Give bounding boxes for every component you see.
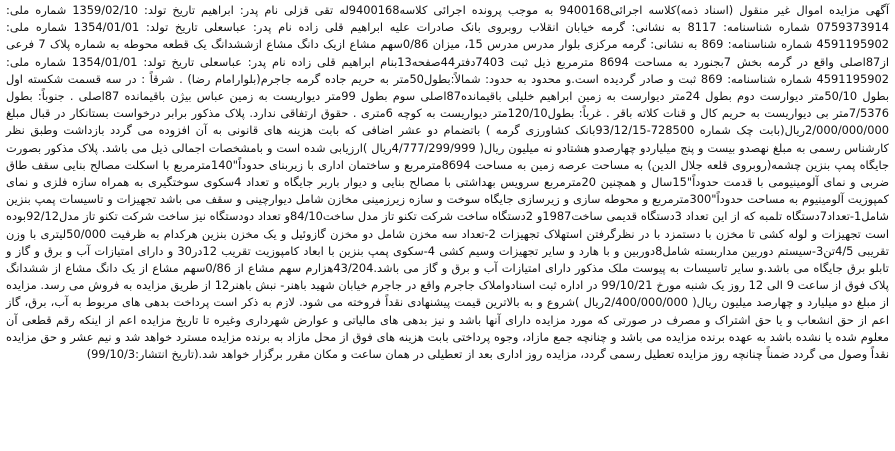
notice-text: آگهی مزایده اموال غیر منقول (اسناد ذمه)کلاسه اجرائی9400168 به موجب پرونده اجرائی کلاسه9400168له تقی قزلی نام پدر: ابراهیم تاریخ تولد: 1359/02/10 شماره ملی: 0759373914 شماره شناسنامه: 8117 به نشانی: گرمه خیابان انقلاب روبروی بانک صادرات علیه ابراهیم قلی زاده نام پدر: عباسعلی تاریخ تولد: 1354/01/01 شماره ملی: 4591195902 شماره شناسنامه: 869 به نشانی: گرمه مرکزی بلوار مدرس مدرس 15، میزان 0/86سهم مشاع ازیک دانگ مشاع ازششدانگ یک قطعه محوطه به شماره پلاک 7 فرعی از87اصلی واقع در گرمه بخش 7بجنورد به مساحت 8694 مترمربع ذیل ثبت 7403دفتر44صفحه13بنام ابراهیم قلی زاده نام پدر: عباسعلی تاریخ تولد: 1354/01/01 شماره ملی: 4591195902 شماره شناسنامه: 869 ثبت و صادر گردیده است.و محدود به حدود: شمالاً:بطول50متر به حریم جاده گرمه جاجرم(بلوارامام رضا) . شرقاً : در سه قسمت شکسته اول بطول 50/10متر دیوارست دوم بطول 24متر دیوارست به زمین ابراهیم خلیلی باقیمانده87اصلی سوم بطول 99متر دیواریست به زمین عباس بیژن باقیمانده 87اصلی . جنوباً: بطول 7/5376متر بی دیواریست به حریم کال و قنات کلاته باقر . غرباً: بطول120/10متر دیواریست به کوچه 6متری . حقوق ارتفاقی ندارد. پلاک مذکور برابر درخواست بستانکار در قبال مبلغ 2/000/000/000ریال(بابت چک شماره 728500-93/12/15بانک کشاورزی گرمه ) باتضمام دو عشر اضافی که بابت هزینه های قانونی به آن افزوده می گردد بازداشت وطبق نظر کارشناس رسمی به مبلغ نهصدو بیست و پنج میلیاردو چهارصدو هشتادو نه میلیون ریال( 4/777/299/999ریال )ارزیابی شده است و بامشخصات اجمالی ذیل می باشد. پلاک مذکور بصورت جایگاه پمپ بنزین چشمه(روبروی قلعه جلال الدین) به مساحت عرصه زمین به مساحت 8694مترمربع و ساختمان اداری با زیربنای حدوداً"140مترمربع با اسکلت مصالح بنایی سقف طاق ضربی و نمای آلومینیومی با قدمت حدوداً"15سال و همچنین 20مترمربع سرویس بهداشتی با مصالح بنایی و دیوار باربر جایگاه و تعداد 4سکوی سوختگیری به همراه سازه فلزی و نمای کمپوزیت آلومینیوم به مساحت حدوداً"300مترمربع و محوطه سازی و زیرسازی جایگاه سوخت و سازه زیرزمینی مخازن شامل دیوارچینی و سقف می باشد تجهیزات و تاسیسات پمپ بنزین شامل1-تعداد7دستگاه تلمبه که از این تعداد 3دستگاه قدیمی ساخت1987و 2دستگاه ساخت شرکت تکنو تاز مدل ساخت84/10و تعداد دودستگاه نیز ساخت شرکت تکنو تاز مدل92/12بوده است تجهیزات و لوله کشی تا مخزن با دستمزد با در نظرگرفتن استهلاک تجهیزات 2-تعداد سه مخزن شامل دو مخزن گازوئیل و یک مخزن بنزین هرکدام به ظرفیت 50/000لیتری با وزن تقریبی 4/5تن3-سیستم دوربین مداربسته شامل8دوربین و با هارد و سایر تجهیزات وسیم کشی 4-سکوی پمپ بنزین با ابعاد کامپوزیت تقریب 12در30 و دارای امتیازات آب و برق و گاز و تابلو برق جایگاه می باشد.و سایر تاسیسات به پیوست ملک مذکور دارای امتیازات آب و برق و گاز می باشد.43/204هزارم سهم مشاع از 0/86سهم مشاع از یک دانگ مشاع از ششدانگ پلاک فوق از ساعت 9 الی 12 روز یک شنبه مورخ 99/10/21 در اداره ثبت اسنادواملاک جاجرم واقع در جاجرم خیابان شهید باهنر- نبش باهنر12 از طریق مزایده به فروش می رسد. مزایده از مبلغ دو میلیارد و چهارصد میلیون ریال( 2/400/000/000ریال )شروع و به بالاترین قیمت پیشنهادی نقداً فروخته می شود. لازم به ذکر است پرداخت بدهی های مربوط به آب، برق، گاز اعم از حق انشعاب و یا حق اشتراک و مصرف در صورتی که مورد مزایده دارای آنها باشد و نیز بدهی های مالیاتی و عوارض شهرداری وغیره تا تاریخ مزایده اعم از اینکه رقم قطعی آن معلوم شده یا نشده باشد به عهده برنده مزایده می باشد و چنانچه جمع مازاد، وجوه پرداختی بابت هزینه های فوق از محل مازاد به برنده مزایده مسترد خواهد شد و نیم عشر و حق مزایده نقداً وصول می گردد ضمناً چنانچه روز مزایده تعطیل رسمی گردد، مزایده روز اداری بعد از تعطیلی در همان ساعت و مکان مقرر برگزار خواهد شد.(تاریخ انتشار:99/10/3) — [6, 3, 890, 362]
